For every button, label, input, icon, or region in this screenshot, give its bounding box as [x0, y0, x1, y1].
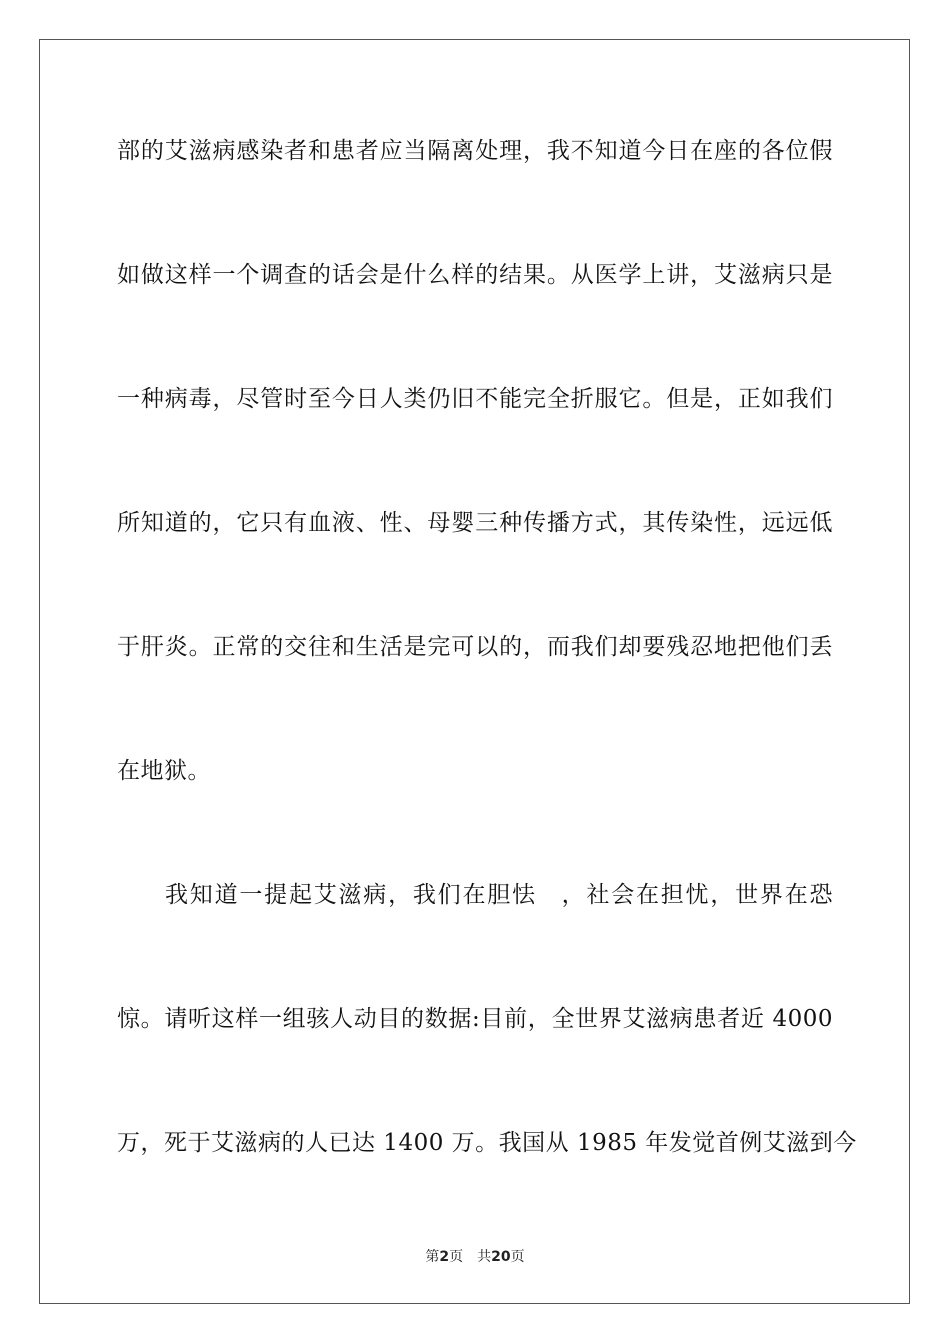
page-suffix: 页 [449, 1249, 464, 1265]
paragraph-line: 一种病毒，尽管时至今日人类仍旧不能完全折服它。但是，正如我们 [117, 386, 833, 412]
page-number: 2 [439, 1249, 450, 1265]
paragraph-line: 惊。请听这样一组骇人动目的数据:目前，全世界艾滋病患者近 4000 [117, 1006, 833, 1032]
paragraph-line: 在地狱。 [117, 758, 211, 784]
paragraph-line: 我知道一提起艾滋病，我们在胆怯 ，社会在担忧，世界在恐 [165, 882, 833, 908]
paragraph-line: 所知道的，它只有血液、性、母婴三种传播方式，其传染性，远远低 [117, 510, 833, 536]
total-pages: 20 [491, 1249, 511, 1265]
page-prefix: 第 [425, 1249, 440, 1265]
paragraph-line: 万，死于艾滋病的人已达 1400 万。我国从 1985 年发觉首例艾滋到今 [117, 1130, 857, 1156]
document-body [117, 120, 857, 1236]
paragraph-line: 如做这样一个调查的话会是什么样的结果。从医学上讲，艾滋病只是 [117, 262, 833, 288]
page-footer [0, 1246, 950, 1266]
paragraph-line: 部的艾滋病感染者和患者应当隔离处理，我不知道今日在座的各位假 [117, 138, 833, 164]
total-prefix: 共 [477, 1249, 492, 1265]
paragraph-line: 于肝炎。正常的交往和生活是完可以的，而我们却要残忍地把他们丢 [117, 634, 833, 660]
total-suffix: 页 [510, 1249, 525, 1265]
